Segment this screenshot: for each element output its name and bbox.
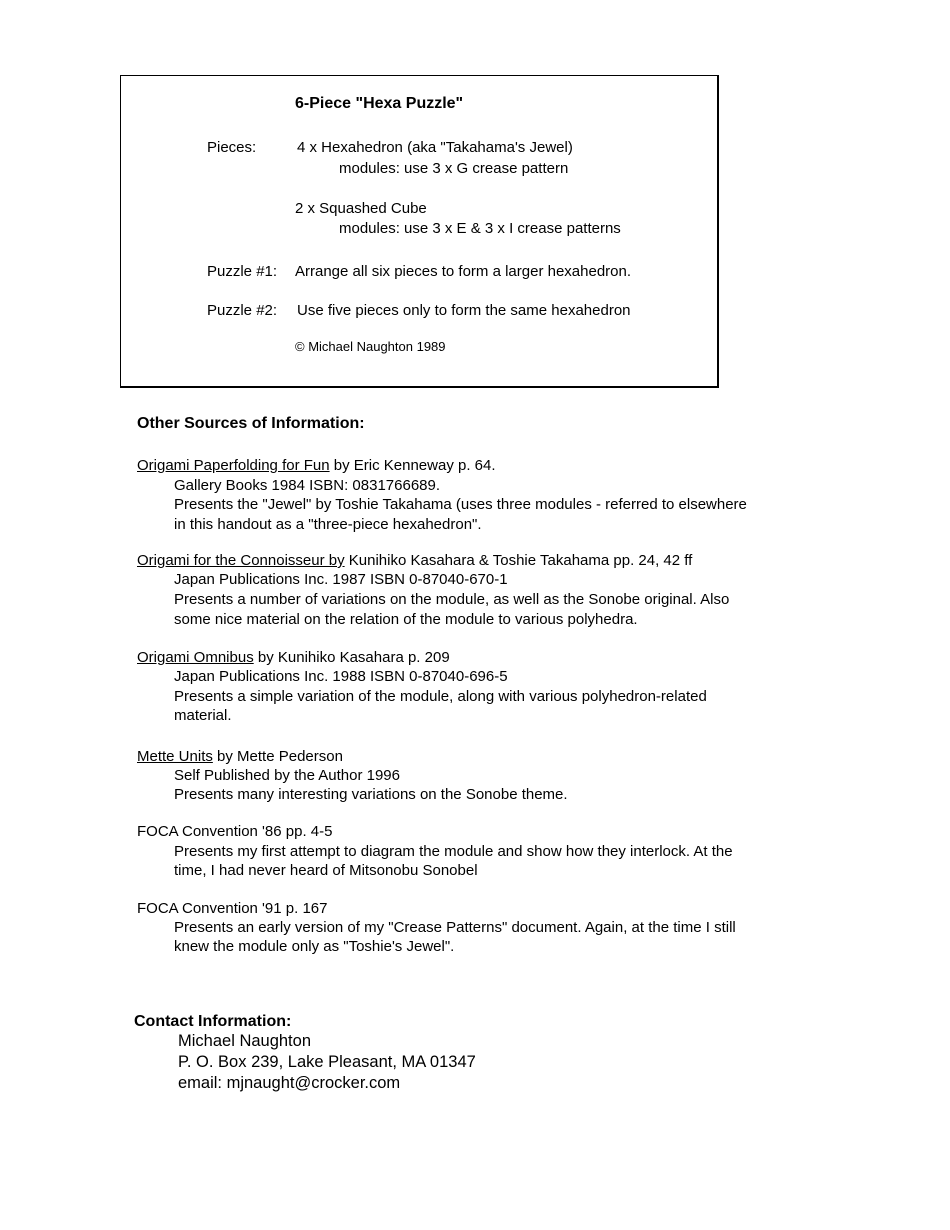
source-title: Origami for the Connoisseur by: [137, 552, 345, 569]
source-entry-header: [137, 457, 496, 475]
source-entry-header: [137, 552, 692, 570]
puzzle1-label: Puzzle #1:: [207, 263, 278, 280]
source-line: Presents an early version of my "Crease Patterns" document. Again, at the time I still: [174, 919, 736, 936]
puzzle2-label: Puzzle #2:: [207, 302, 278, 319]
contact-address: P. O. Box 239, Lake Pleasant, MA 01347: [178, 1053, 476, 1071]
piece1-line2: modules: use 3 x G crease pattern: [339, 160, 569, 177]
source-line: Presents a number of variations on the module, as well as the Sonobe original. Also: [174, 591, 730, 608]
source-entry-header: [137, 900, 327, 918]
source-details: FOCA Convention '86 pp. 4-5: [137, 823, 333, 840]
source-title: Mette Units: [137, 748, 213, 765]
source-line: knew the module only as "Toshie's Jewel".: [174, 938, 455, 955]
pieces-label: Pieces:: [207, 139, 257, 156]
source-line: Presents the "Jewel" by Toshie Takahama (uses three modules - referred to elsewhere: [174, 496, 747, 513]
source-line: time, I had never heard of Mitsonobu Sonobel: [174, 862, 478, 879]
copyright: © Michael Naughton 1989: [295, 339, 446, 354]
puzzle-title: 6-Piece "Hexa Puzzle": [295, 95, 464, 112]
source-title: Origami Paperfolding for Fun: [137, 457, 330, 474]
source-line: Presents a simple variation of the module, along with various polyhedron-related: [174, 688, 707, 705]
source-entry-header: [137, 823, 332, 841]
source-line: Self Published by the Author 1996: [174, 767, 400, 784]
sources-heading: Other Sources of Information:: [137, 415, 365, 432]
source-entry-header: [137, 649, 450, 667]
source-line: Gallery Books 1984 ISBN: 0831766689.: [174, 477, 441, 494]
puzzle2-text: Use five pieces only to form the same hexahedron: [297, 302, 631, 319]
source-line: in this handout as a "three-piece hexahedron".: [174, 516, 482, 533]
source-line: Japan Publications Inc. 1987 ISBN 0-87040-670-1: [174, 571, 508, 588]
source-line: material.: [174, 707, 232, 724]
source-line: Presents my first attempt to diagram the module and show how they interlock. At the: [174, 843, 733, 860]
source-line: Presents many interesting variations on the Sonobe theme.: [174, 786, 568, 803]
source-entry-header: [137, 748, 343, 766]
source-line: Japan Publications Inc. 1988 ISBN 0-87040-696-5: [174, 668, 508, 685]
contact-email: email: mjnaught@crocker.com: [178, 1074, 401, 1092]
source-details: by Mette Pederson: [212, 748, 343, 765]
source-title: Origami Omnibus: [137, 649, 254, 666]
source-details: FOCA Convention '91 p. 167: [137, 900, 328, 917]
contact-heading: Contact Information:: [134, 1013, 292, 1030]
piece1-line1: 4 x Hexahedron (aka "Takahama's Jewel): [297, 139, 573, 156]
piece2-line2: modules: use 3 x E & 3 x I crease patterns: [339, 220, 621, 237]
contact-name: Michael Naughton: [178, 1032, 311, 1050]
source-details: Kunihiko Kasahara & Toshie Takahama pp. 24, 42 ff: [344, 552, 693, 569]
piece2-line1: 2 x Squashed Cube: [295, 200, 427, 217]
source-details: by Eric Kenneway p. 64.: [329, 457, 496, 474]
source-line: some nice material on the relation of the module to various polyhedra.: [174, 611, 638, 628]
source-details: by Kunihiko Kasahara p. 209: [253, 649, 450, 666]
puzzle1-text: Arrange all six pieces to form a larger hexahedron.: [295, 263, 632, 280]
